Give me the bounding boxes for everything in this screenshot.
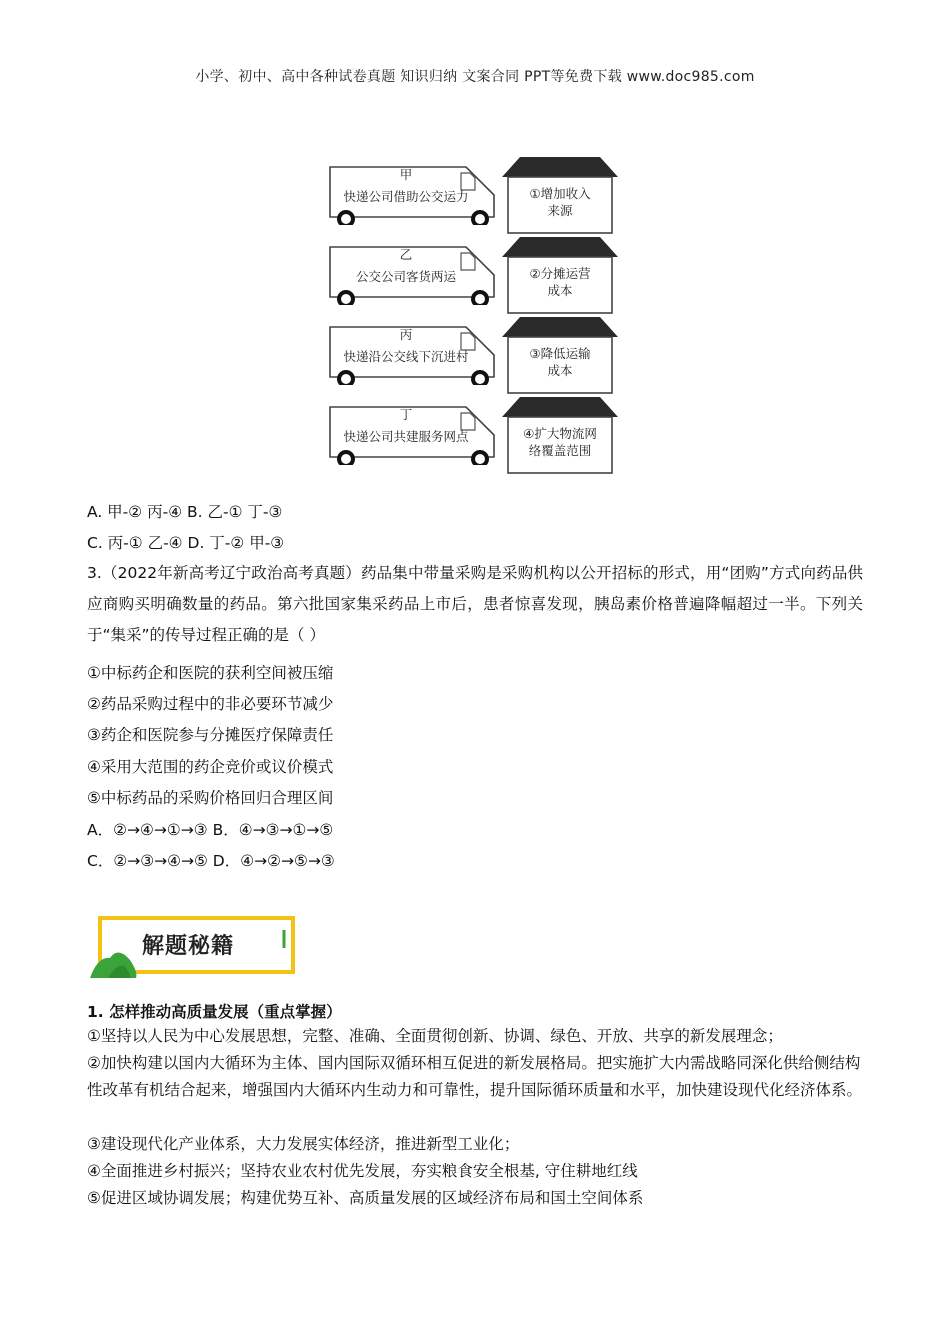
section-heading: 1. 怎样推动高质量发展（重点掌握）	[87, 1003, 342, 1021]
truck-name: 甲	[399, 167, 413, 182]
q3-item-5: ⑤中标药品的采购价格回归合理区间	[87, 789, 334, 807]
truck-desc: 快递公司共建服务网点	[343, 429, 469, 444]
house-line-2: 成本	[547, 283, 573, 298]
truck-name: 乙	[399, 247, 413, 262]
house-line-2: 来源	[547, 203, 573, 218]
section-point-5: ⑤促进区域协调发展；构建优势互补、高质量发展的区域经济布局和国土空间体系	[87, 1189, 644, 1207]
house-line-1: ③降低运输	[529, 346, 591, 361]
truck-desc: 公交公司客货两运	[355, 269, 456, 284]
diagram-row-4	[328, 395, 620, 475]
house-line-1: ④扩大物流网	[523, 426, 597, 441]
section-point-4: ④全面推进乡村振兴；坚持农业农村优先发展，夯实粮食安全根基, 守住耕地红线	[87, 1162, 638, 1180]
diagram-row-2	[328, 235, 620, 315]
house-line-2: 成本	[547, 363, 573, 378]
q3-stem: 3.（2022年新高考辽宁政治高考真题）药品集中带量采购是采购机构以公开招标的形式，用“团购”方式向药品供应商购买明确数量的药品。第六批国家集采药品上市后，患者惊喜发现，胰岛素价格普遍降幅超过一半。下列关于“集采”的传导过程正确的是（ ）	[87, 564, 863, 644]
diagram-row-1	[328, 155, 620, 235]
house-line-1: ②分摊运营	[529, 266, 591, 281]
section-badge-text: 解题秘籍	[142, 934, 235, 959]
truck-desc: 快递沿公交线下沉进村	[343, 349, 469, 364]
page-header: 小学、初中、高中各种试卷真题 知识归纳 文案合同 PPT等免费下载 www.doc985.com	[195, 69, 755, 85]
diagram-row-3	[328, 315, 620, 395]
q3-item-3: ③药企和医院参与分摊医疗保障责任	[87, 726, 334, 744]
house-line-2: 络覆盖范围	[528, 443, 592, 458]
truck-name: 丙	[399, 327, 413, 342]
q3-options-line-2: C．②→③→④→⑤ D．④→②→⑤→③	[87, 852, 335, 870]
section-point-3: ③建设现代化产业体系，大力发展实体经济，推进新型工业化；	[87, 1135, 520, 1153]
q3-item-1: ①中标药企和医院的获利空间被压缩	[87, 664, 334, 682]
q3-options-line-1: A．②→④→①→③ B．④→③→①→⑤	[87, 821, 334, 839]
q3-item-2: ②药品采购过程中的非必要环节减少	[87, 695, 334, 713]
truck-name: 丁	[399, 407, 413, 422]
q3-item-4: ④采用大范围的药企竞价或议价模式	[87, 758, 334, 776]
q2-options-line-2: C. 丙-① 乙-④ D. 丁-② 甲-③	[87, 534, 285, 552]
section-point-1: ①坚持以人民为中心发展思想，完整、准确、全面贯彻创新、协调、绿色、开放、共享的新发展理念；	[87, 1027, 783, 1045]
q2-options-line-1: A. 甲-② 丙-④ B. 乙-① 丁-③	[87, 503, 283, 521]
truck-house-diagram	[328, 155, 620, 475]
truck-desc: 快递公司借助公交运力	[343, 189, 469, 204]
section-point-2: ②加快构建以国内大循环为主体、国内国际双循环相互促进的新发展格局。把实施扩大内需战略同深化供给侧结构性改革有机结合起来，增强国内大循环内生动力和可靠性，提升国际循环质量和水平，加快建设现代化经济体系。	[87, 1054, 863, 1099]
house-line-1: ①增加收入	[529, 186, 591, 201]
